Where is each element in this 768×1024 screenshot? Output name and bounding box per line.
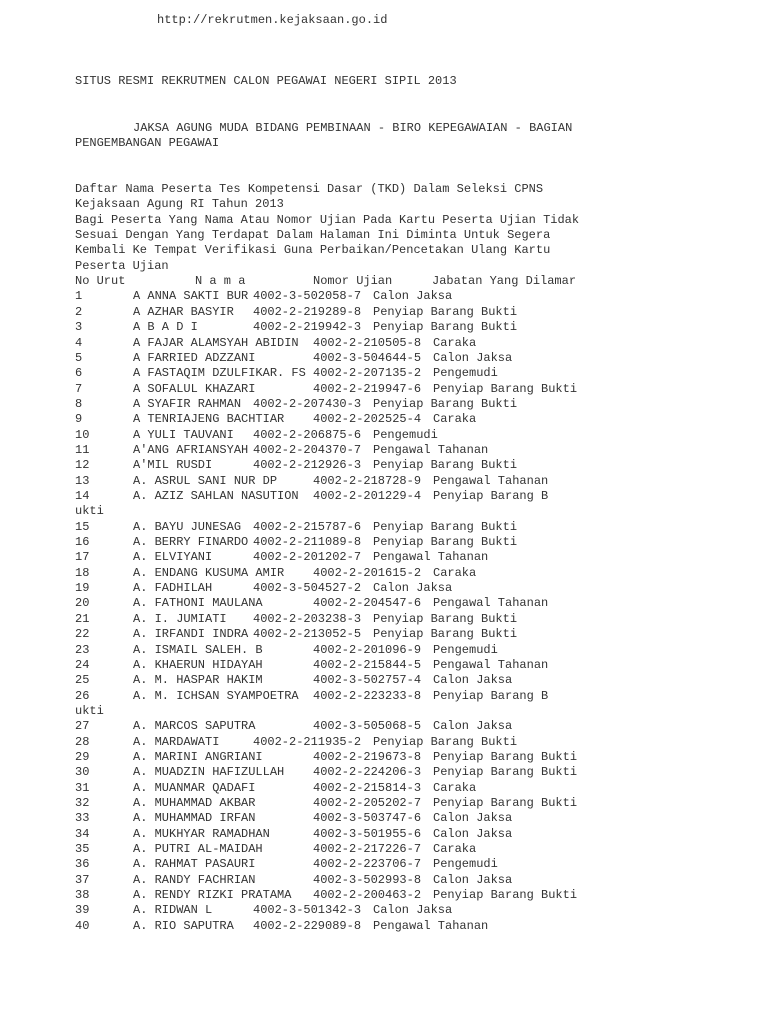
row-number: 38 bbox=[75, 888, 90, 903]
participant-name: A'MIL RUSDI bbox=[133, 458, 213, 473]
row-number: 33 bbox=[75, 811, 90, 826]
participant-name: A. MUHAMMAD IRFAN bbox=[133, 811, 256, 826]
intro-line: Sesuai Dengan Yang Terdapat Dalam Halaman Ini Diminta Untuk Segera bbox=[75, 228, 551, 243]
participant-name: A. M. ICHSAN SYAMPOETRA bbox=[133, 688, 299, 703]
heading-line-1: JAKSA AGUNG MUDA BIDANG PEMBINAAN - BIRO KEPEGAWAIAN - BAGIAN bbox=[133, 121, 573, 135]
position-applied: Calon Jaksa bbox=[373, 581, 453, 596]
participant-name: A. FATHONI MAULANA bbox=[133, 596, 263, 611]
exam-number: 4002-3-505068-5 bbox=[313, 719, 422, 734]
row-number: 19 bbox=[75, 581, 90, 596]
position-applied: Penyiap Barang Bukti bbox=[433, 749, 578, 764]
participant-name: A SOFALUL KHAZARI bbox=[133, 381, 256, 396]
position-applied: Calon Jaksa bbox=[433, 719, 513, 734]
position-applied: Calon Jaksa bbox=[373, 903, 453, 918]
position-applied: Penyiap Barang Bukti bbox=[373, 458, 518, 473]
exam-number: 4002-2-201229-4 bbox=[313, 489, 422, 503]
exam-number: 4002-2-217226-7 bbox=[313, 842, 422, 857]
intro-line: Daftar Nama Peserta Tes Kompetensi Dasar (TKD) Dalam Seleksi CPNS bbox=[75, 182, 544, 196]
column-header-jabatan: Jabatan Yang Dilamar bbox=[432, 274, 577, 289]
position-applied: Caraka bbox=[433, 842, 477, 857]
intro-line: Bagi Peserta Yang Nama Atau Nomor Ujian Pada Kartu Peserta Ujian Tidak bbox=[75, 212, 580, 227]
position-applied: Penyiap Barang Bukti bbox=[373, 519, 518, 534]
exam-number: 4002-2-201096-9 bbox=[313, 642, 422, 657]
exam-number: 4002-2-207430-3 bbox=[253, 396, 362, 411]
participant-name: A. PUTRI AL-MAIDAH bbox=[133, 842, 263, 857]
participant-name: A. RIDWAN L bbox=[133, 903, 213, 918]
exam-number: 4002-2-205202-7 bbox=[313, 796, 422, 810]
position-applied: Caraka bbox=[433, 780, 477, 795]
row-number: 6 bbox=[75, 366, 83, 381]
position-applied: Penyiap Barang Bukti bbox=[373, 396, 518, 411]
heading-line-2: PENGEMBANGAN PEGAWAI bbox=[75, 136, 220, 150]
position-applied: Calon Jaksa bbox=[433, 350, 513, 365]
row-number: 12 bbox=[75, 458, 90, 473]
row-number: 32 bbox=[75, 796, 90, 810]
exam-number: 4002-2-219673-8 bbox=[313, 749, 422, 764]
exam-number: 4002-2-206875-6 bbox=[253, 427, 362, 442]
exam-number: 4002-3-501342-3 bbox=[253, 903, 362, 918]
exam-number: 4002-3-503747-6 bbox=[313, 811, 422, 826]
position-applied: Caraka bbox=[433, 335, 477, 350]
position-applied: Penyiap Barang Bukti bbox=[373, 535, 518, 550]
position-applied: Pengawal Tahanan bbox=[373, 550, 489, 565]
exam-number: 4002-2-204370-7 bbox=[253, 442, 362, 457]
row-number: 22 bbox=[75, 627, 90, 642]
exam-number: 4002-2-207135-2 bbox=[313, 366, 422, 381]
participant-name: A'ANG AFRIANSYAH bbox=[133, 442, 249, 457]
exam-number: 4002-3-502757-4 bbox=[313, 673, 422, 688]
participant-name: A. ASRUL SANI NUR DP bbox=[133, 473, 278, 488]
exam-number: 4002-2-219289-8 bbox=[253, 304, 362, 319]
row-number: 39 bbox=[75, 903, 90, 918]
exam-number: 4002-2-218728-9 bbox=[313, 473, 422, 488]
position-applied: Calon Jaksa bbox=[433, 872, 513, 887]
row-number: 10 bbox=[75, 427, 90, 442]
exam-number: 4002-2-215844-5 bbox=[313, 657, 422, 672]
row-number: 23 bbox=[75, 642, 90, 657]
exam-number: 4002-2-202525-4 bbox=[313, 412, 422, 427]
participant-name: A. M. HASPAR HAKIM bbox=[133, 673, 263, 688]
participant-name: A. AZIZ SAHLAN NASUTION bbox=[133, 489, 299, 503]
position-applied: Calon Jaksa bbox=[433, 811, 513, 826]
participant-name: A. ISMAIL SALEH. B bbox=[133, 642, 263, 657]
position-applied: Penyiap Barang Bukti bbox=[373, 320, 518, 335]
column-header-nama: N a m a bbox=[195, 274, 246, 289]
exam-number: 4002-3-502993-8 bbox=[313, 872, 422, 887]
row-number: 35 bbox=[75, 842, 90, 857]
row-number: 37 bbox=[75, 872, 90, 887]
participant-name: A YULI TAUVANI bbox=[133, 427, 234, 442]
row-number: 31 bbox=[75, 780, 90, 795]
exam-number: 4002-2-210505-8 bbox=[313, 335, 422, 350]
exam-number: 4002-2-211089-8 bbox=[253, 535, 362, 550]
source-url: http://rekrutmen.kejaksaan.go.id bbox=[157, 13, 388, 27]
participant-name: A ANNA SAKTI BUR bbox=[133, 289, 249, 304]
participant-name: A. ENDANG KUSUMA AMIR bbox=[133, 565, 285, 580]
exam-number: 4002-3-504527-2 bbox=[253, 581, 362, 596]
participant-name: A. FADHILAH bbox=[133, 581, 213, 596]
row-number: 28 bbox=[75, 734, 90, 749]
position-applied: Pengawal Tahanan bbox=[373, 442, 489, 457]
position-applied: Pengemudi bbox=[433, 642, 498, 657]
row-number: 13 bbox=[75, 473, 90, 488]
participant-name: A. RANDY FACHRIAN bbox=[133, 872, 256, 887]
row-number: 36 bbox=[75, 857, 90, 872]
participant-name: A FARRIED ADZZANI bbox=[133, 350, 256, 365]
position-applied: Penyiap Barang Bukti bbox=[373, 611, 518, 626]
participant-name: A. IRFANDI INDRA bbox=[133, 627, 249, 642]
position-applied: Caraka bbox=[433, 412, 477, 427]
row-number: 40 bbox=[75, 918, 90, 933]
participant-name: A B A D I bbox=[133, 320, 198, 335]
participant-name: A. RIO SAPUTRA bbox=[133, 918, 234, 933]
position-applied: Penyiap Barang Bukti bbox=[433, 765, 578, 780]
participant-name: A. RAHMAT PASAURI bbox=[133, 857, 256, 872]
exam-number: 4002-2-211935-2 bbox=[253, 734, 362, 749]
exam-number: 4002-2-213052-5 bbox=[253, 627, 362, 642]
position-applied: Penyiap Barang Bukti bbox=[373, 304, 518, 319]
position-applied: Penyiap Barang Bukti bbox=[433, 381, 578, 396]
exam-number: 4002-2-229089-8 bbox=[253, 918, 362, 933]
participant-name: A. MUHAMMAD AKBAR bbox=[133, 796, 256, 810]
participant-name: A. ELVIYANI bbox=[133, 550, 213, 565]
position-applied: Pengawal Tahanan bbox=[433, 473, 549, 488]
participant-name: A. MARINI ANGRIANI bbox=[133, 749, 263, 764]
exam-number: 4002-2-215787-6 bbox=[253, 519, 362, 534]
row-number: 26 bbox=[75, 688, 90, 703]
participant-name: A. MUADZIN HAFIZULLAH bbox=[133, 765, 285, 780]
position-applied: Pengawal Tahanan bbox=[433, 596, 549, 611]
participant-name: A. MUKHYAR RAMADHAN bbox=[133, 826, 270, 841]
row-number: 34 bbox=[75, 826, 90, 841]
participant-name: A AZHAR BASYIR bbox=[133, 304, 234, 319]
participant-name: A. MARCOS SAPUTRA bbox=[133, 719, 256, 734]
row-number: 7 bbox=[75, 381, 83, 396]
row-number: 8 bbox=[75, 396, 83, 411]
participant-name: A. BAYU JUNESAG bbox=[133, 519, 242, 534]
exam-number: 4002-2-223233-8 bbox=[313, 688, 422, 703]
position-applied: Pengawal Tahanan bbox=[433, 657, 549, 672]
row-number: 29 bbox=[75, 749, 90, 764]
position-applied: Penyiap Barang Bukti bbox=[373, 627, 518, 642]
exam-number: 4002-2-200463-2 bbox=[313, 888, 422, 903]
row-number: 9 bbox=[75, 412, 83, 427]
intro-line: Kejaksaan Agung RI Tahun 2013 bbox=[75, 197, 284, 212]
participant-name: A. I. JUMIATI bbox=[133, 611, 227, 626]
participant-name: A FAJAR ALAMSYAH ABIDIN bbox=[133, 335, 299, 350]
position-applied: Penyiap Barang Bukti bbox=[433, 888, 578, 903]
row-number: 25 bbox=[75, 673, 90, 688]
participant-name: A TENRIAJENG BACHTIAR bbox=[133, 412, 285, 427]
position-applied: Pengawal Tahanan bbox=[373, 918, 489, 933]
site-title: SITUS RESMI REKRUTMEN CALON PEGAWAI NEGERI SIPIL 2013 bbox=[75, 74, 457, 88]
position-applied: Pengemudi bbox=[433, 857, 498, 872]
intro-line: Kembali Ke Tempat Verifikasi Guna Perbaikan/Pencetakan Ulang Kartu bbox=[75, 243, 551, 258]
row-number: 20 bbox=[75, 596, 90, 611]
row-number: 18 bbox=[75, 565, 90, 580]
row-number: 17 bbox=[75, 550, 90, 565]
intro-line: Peserta Ujian bbox=[75, 258, 169, 273]
participant-name: A SYAFIR RAHMAN bbox=[133, 396, 242, 411]
row-number: 21 bbox=[75, 611, 90, 626]
row-number: 14 bbox=[75, 489, 90, 503]
exam-number: 4002-2-203238-3 bbox=[253, 611, 362, 626]
exam-number: 4002-2-215814-3 bbox=[313, 780, 422, 795]
participant-name: A. RENDY RIZKI PRATAMA bbox=[133, 888, 292, 903]
column-header-nomor: Nomor Ujian bbox=[313, 274, 393, 289]
exam-number: 4002-2-212926-3 bbox=[253, 458, 362, 473]
participant-name: A FASTAQIM DZULFIKAR. FS bbox=[133, 366, 306, 381]
position-applied: Penyiap Barang Bukti bbox=[373, 734, 518, 749]
position-applied: Penyiap Barang B bbox=[433, 688, 549, 703]
row-number: 30 bbox=[75, 765, 90, 780]
exam-number: 4002-2-201202-7 bbox=[253, 550, 362, 565]
row-number: 3 bbox=[75, 320, 83, 335]
position-applied: Caraka bbox=[433, 565, 477, 580]
exam-number: 4002-3-502058-7 bbox=[253, 289, 362, 304]
row-number: 24 bbox=[75, 657, 90, 672]
position-applied: Calon Jaksa bbox=[433, 826, 513, 841]
position-applied-wrap: ukti bbox=[75, 504, 104, 519]
row-number: 11 bbox=[75, 442, 90, 457]
position-applied: Pengemudi bbox=[433, 366, 498, 381]
exam-number: 4002-3-504644-5 bbox=[313, 350, 422, 365]
participant-name: A. MARDAWATI bbox=[133, 734, 220, 749]
exam-number: 4002-2-219942-3 bbox=[253, 320, 362, 335]
position-applied: Calon Jaksa bbox=[373, 289, 453, 304]
exam-number: 4002-2-224206-3 bbox=[313, 765, 422, 780]
row-number: 27 bbox=[75, 719, 90, 734]
row-number: 2 bbox=[75, 304, 83, 319]
row-number: 15 bbox=[75, 519, 90, 534]
row-number: 1 bbox=[75, 289, 83, 304]
column-header-no: No Urut bbox=[75, 274, 126, 289]
row-number: 16 bbox=[75, 535, 90, 550]
participant-name: A. BERRY FINARDO bbox=[133, 535, 249, 550]
exam-number: 4002-2-223706-7 bbox=[313, 857, 422, 872]
position-applied: Penyiap Barang Bukti bbox=[433, 796, 578, 810]
participant-name: A. MUANMAR QADAFI bbox=[133, 780, 256, 795]
exam-number: 4002-3-501955-6 bbox=[313, 826, 422, 841]
position-applied: Calon Jaksa bbox=[433, 673, 513, 688]
exam-number: 4002-2-219947-6 bbox=[313, 381, 422, 396]
position-applied-wrap: ukti bbox=[75, 703, 104, 718]
row-number: 5 bbox=[75, 350, 83, 365]
exam-number: 4002-2-201615-2 bbox=[313, 565, 422, 580]
position-applied: Penyiap Barang B bbox=[433, 489, 549, 503]
row-number: 4 bbox=[75, 335, 83, 350]
exam-number: 4002-2-204547-6 bbox=[313, 596, 422, 611]
participant-name: A. KHAERUN HIDAYAH bbox=[133, 657, 263, 672]
position-applied: Pengemudi bbox=[373, 427, 438, 442]
